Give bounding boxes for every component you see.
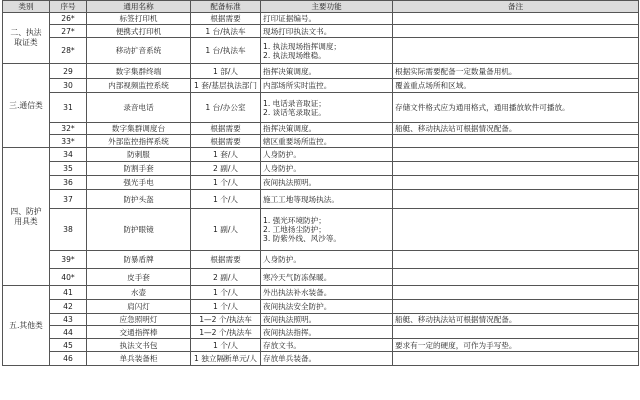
number-cell: 33* [50,135,87,148]
standard-cell: 1 部/人 [191,64,261,79]
category-label: 三.通信类 [9,100,43,110]
function-line: 2. 工地扬尘防护； [263,225,326,234]
name-cell: 防割手套 [87,162,191,176]
table-row [3,339,639,352]
number-cell: 39* [50,251,87,269]
table-row [3,123,639,135]
standard-cell: 根据需要 [191,13,261,25]
category-label: 四、防护 [10,206,42,216]
function-cell [261,339,393,352]
name-cell: 防护头盔 [87,190,191,209]
remark-cell [393,135,639,148]
remark-cell [393,326,639,339]
remark-cell: 船艇、移动执法站可根据情况配备。 [393,314,639,326]
table-row [3,135,639,148]
number-cell: 30 [50,79,87,93]
remark-cell [393,300,639,314]
table-row [3,93,639,123]
table-row [3,64,639,79]
function-cell [261,269,393,286]
function-cell [261,13,393,25]
name-cell: 数字集群调度台 [87,123,191,135]
header-category: 类别 [3,1,50,13]
table-row [3,314,639,326]
table-row [3,176,639,190]
number-cell: 35 [50,162,87,176]
standard-cell: 根据需要 [191,251,261,269]
category-label: 取证类 [14,38,38,47]
number-cell: 42 [50,300,87,314]
category-cell [3,64,50,148]
number-cell: 46 [50,352,87,366]
number-cell: 26* [50,13,87,25]
function-cell [261,123,393,135]
number-cell: 27* [50,25,87,38]
category-cell [3,286,50,366]
header-remark: 备注 [393,1,639,13]
function-cell [261,176,393,190]
standard-cell: 1 台/执法车 [191,25,261,38]
header-name: 通用名称 [87,1,191,13]
function-line: 2. 谈话笔录取证。 [263,107,326,117]
remark-cell [393,251,639,269]
table-row [3,162,639,176]
standard-cell: 1 个/人 [191,339,261,352]
remark-cell [393,162,639,176]
table-row [3,148,639,162]
remark-cell [393,209,639,251]
standard-cell: 1 个/人 [191,176,261,190]
function-line: 存放文书。 [263,340,301,350]
table-row [3,326,639,339]
function-cell [261,352,393,366]
number-cell: 43 [50,314,87,326]
name-cell: 防护眼镜 [87,209,191,251]
standard-cell: 1 个/人 [191,190,261,209]
standard-cell: 1 套/基层执法部门 [191,79,261,93]
function-line: 夜间执法照明。 [263,315,317,324]
name-cell: 移动扩音系统 [87,38,191,64]
function-line: 存放单兵装备。 [263,354,317,363]
function-line: 指挥决策调度。 [263,66,317,76]
function-line: 夜间执法指挥。 [263,327,317,337]
number-cell: 34 [50,148,87,162]
number-cell: 45 [50,339,87,352]
function-line: 现场打印执法文书。 [263,26,332,36]
function-line: 2. 执法现场维稳。 [263,50,326,60]
remark-cell [393,25,639,38]
table-header-row [3,1,639,13]
function-line: 夜间执法安全防护。 [263,302,332,311]
function-line: 1. 执法现场指挥调度； [263,41,342,51]
function-line: 人身防护。 [263,164,301,173]
function-line: 施工工地等现场执法。 [263,194,339,204]
table-row [3,352,639,366]
header-function: 主要功能 [261,1,393,13]
function-line: 辖区重要场所监控。 [263,136,332,146]
function-line: 寒冷天气防冻保暖。 [263,272,332,282]
number-cell: 29 [50,64,87,79]
category-label: 二、执法 [10,28,42,37]
standard-cell: 根据需要 [191,123,261,135]
category-cell [3,148,50,286]
header-number: 序号 [50,1,87,13]
function-cell [261,286,393,300]
function-line: 人身防护。 [263,150,301,159]
number-cell: 28* [50,38,87,64]
function-cell [261,326,393,339]
number-cell: 44 [50,326,87,339]
table-row [3,13,639,25]
remark-cell [393,176,639,190]
standard-cell: 1 台/执法车 [191,38,261,64]
function-cell [261,190,393,209]
function-cell [261,38,393,64]
remark-cell: 存储文件格式应为通用格式，通用播放软件可播放。 [393,93,639,123]
name-cell: 水壶 [87,286,191,300]
table-row [3,286,639,300]
standard-cell: 1 套/人 [191,148,261,162]
category-label: 用具类 [14,216,38,226]
remark-cell: 根据实际需要配备一定数量备用机。 [393,64,639,79]
standard-cell: 1—2 个/执法车 [191,326,261,339]
function-line: 夜间执法照明。 [263,178,317,187]
function-cell [261,300,393,314]
number-cell: 32* [50,123,87,135]
equipment-table [2,0,639,366]
function-cell [261,162,393,176]
function-cell [261,135,393,148]
standard-cell: 2 副/人 [191,269,261,286]
remark-cell: 覆盖重点场所和区域。 [393,79,639,93]
number-cell: 36 [50,176,87,190]
table-body [3,13,639,366]
remark-cell: 船艇、移动执法站可根据情况配备。 [393,123,639,135]
remark-cell [393,190,639,209]
name-cell: 录音电话 [87,93,191,123]
function-cell [261,93,393,123]
function-cell [261,79,393,93]
standard-cell: 1 台/办公室 [191,93,261,123]
function-line: 人身防护。 [263,255,301,264]
table-row [3,269,639,286]
function-line: 3. 防紫外线、风沙等。 [263,234,342,243]
remark-cell [393,38,639,64]
function-cell [261,209,393,251]
table-row [3,25,639,38]
standard-cell: 1 副/人 [191,209,261,251]
remark-cell [393,286,639,300]
table-row [3,79,639,93]
name-cell: 数字集群终端 [87,64,191,79]
name-cell: 强光手电 [87,176,191,190]
remark-cell: 要求有一定的硬度，可作为手写垫。 [393,339,639,352]
function-line: 打印证据编号。 [263,14,317,23]
table-row [3,190,639,209]
number-cell: 41 [50,286,87,300]
standard-cell: 1 个/人 [191,286,261,300]
name-cell: 内部视频监控系统 [87,79,191,93]
function-cell [261,25,393,38]
number-cell: 31 [50,93,87,123]
name-cell: 标签打印机 [87,13,191,25]
remark-cell [393,148,639,162]
remark-cell [393,13,639,25]
name-cell: 执法文书包 [87,339,191,352]
number-cell: 40* [50,269,87,286]
name-cell: 单兵装备柜 [87,352,191,366]
function-line: 外出执法补水装备。 [263,288,332,297]
standard-cell: 2 副/人 [191,162,261,176]
name-cell: 防刺服 [87,148,191,162]
function-cell [261,64,393,79]
name-cell: 防暴盾牌 [87,251,191,269]
number-cell: 37 [50,190,87,209]
name-cell: 交通指挥棒 [87,326,191,339]
name-cell: 应急照明灯 [87,314,191,326]
function-cell [261,251,393,269]
function-line: 1. 电话录音取证； [263,98,326,108]
remark-cell [393,269,639,286]
remark-cell [393,352,639,366]
standard-cell: 1—2 个/执法车 [191,314,261,326]
table-row [3,209,639,251]
function-line: 内部场所实时监控。 [263,81,332,90]
function-line: 1. 强光环境防护； [263,216,326,225]
function-line: 指挥决策调度。 [263,124,317,133]
name-cell: 便携式打印机 [87,25,191,38]
function-cell [261,148,393,162]
table-row [3,300,639,314]
standard-cell: 根据需要 [191,135,261,148]
name-cell: 皮手套 [87,269,191,286]
category-label: 五.其他类 [9,320,43,330]
number-cell: 38 [50,209,87,251]
function-cell [261,314,393,326]
standard-cell: 1 独立隔断单元/人 [191,352,261,366]
table-row [3,251,639,269]
category-cell [3,13,50,64]
name-cell: 外部监控指挥系统 [87,135,191,148]
standard-cell: 1 个/人 [191,300,261,314]
name-cell: 肩闪灯 [87,300,191,314]
table-row [3,38,639,64]
header-standard: 配备标准 [191,1,261,13]
